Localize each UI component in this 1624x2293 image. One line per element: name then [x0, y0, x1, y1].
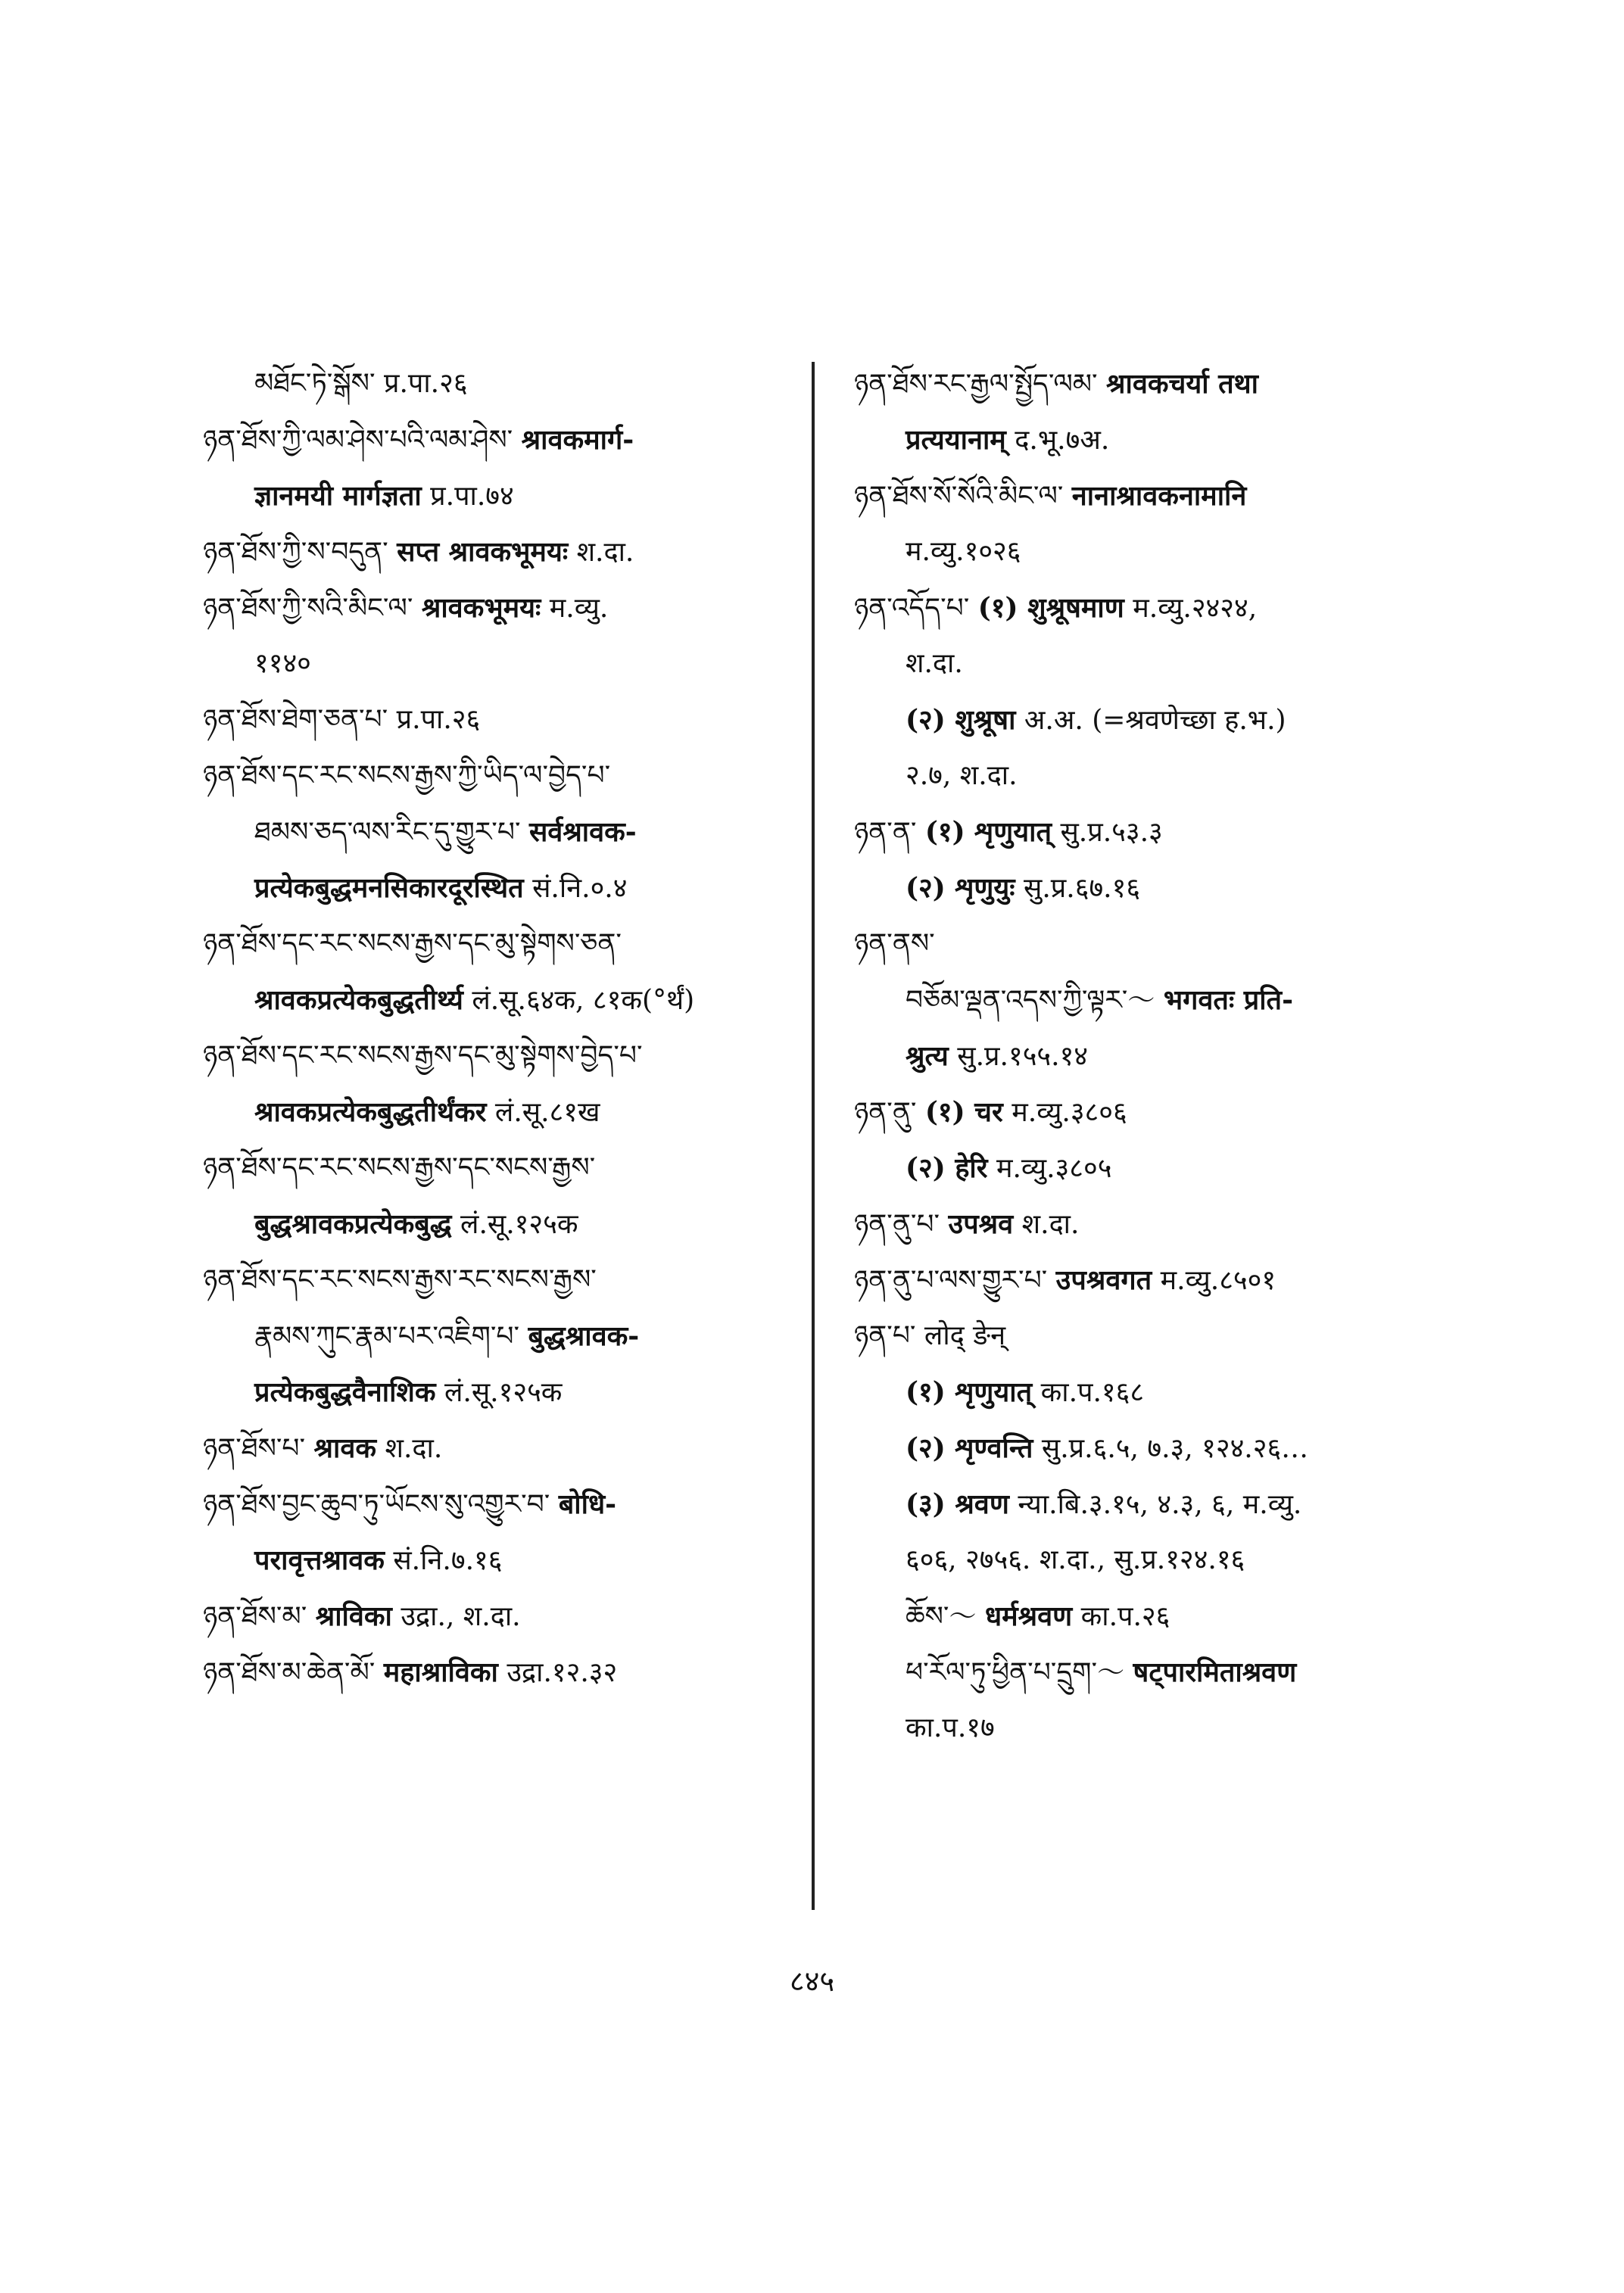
reference: सु.प्र.५३.३ [1060, 817, 1163, 848]
sanskrit-term: (२) शुश्रूषा [906, 704, 1016, 736]
column-divider [812, 362, 815, 1910]
dictionary-entry-line [854, 692, 1460, 748]
reference: लं.सू.८१ख [494, 1097, 600, 1128]
sanskrit-term: उपश्रवगत [1055, 1264, 1152, 1296]
page-number: ८४५ [789, 1964, 835, 1998]
dictionary-entry-line [203, 636, 793, 692]
reference: का.प.२६ [1080, 1601, 1170, 1632]
dictionary-entry-line [854, 412, 1460, 468]
dictionary-entry-line [203, 1588, 793, 1644]
reference: म.व्यु.१०२६ [906, 536, 1021, 567]
reference: का.प.१६८ [1040, 1377, 1145, 1408]
dictionary-entry-line [203, 860, 793, 916]
dictionary-entry-line [203, 356, 793, 412]
sanskrit-term: (१) शृणुयात् [924, 816, 1052, 848]
dictionary-entry-line [203, 748, 793, 804]
reference: उद्रा., श.दा. [401, 1601, 521, 1632]
tibetan-term: ཉན་ཐོས་པ་ [203, 1433, 306, 1464]
dictionary-entry-line [203, 1140, 793, 1196]
dictionary-entry-line [203, 1532, 793, 1588]
tibetan-term: ཉན་ཐོས་མ་ [203, 1601, 307, 1632]
reference: म.व्यु. [549, 593, 609, 624]
reference: अ.अ. (=श्रवणेच्छा ह.भ.) [1024, 705, 1286, 736]
reference: म.व्यु.२४२४, [1133, 593, 1258, 624]
dictionary-entry-line [203, 1028, 793, 1084]
dictionary-entry-line [854, 804, 1460, 860]
sanskrit-term: (१) शृणुयात् [906, 1376, 1033, 1408]
sanskrit-term: उपश्रव [948, 1208, 1014, 1240]
reference: ६०६, २७५६. श.दा., सु.प्र.१२४.१६ [906, 1544, 1245, 1575]
sanskrit-term: श्रावकचर्या तथा [1106, 368, 1258, 400]
sanskrit-term: प्रत्येकबुद्धमनसिकारदूरस्थित [254, 872, 524, 904]
sanskrit-term: नानाश्रावकनामानि [1071, 480, 1247, 512]
reference: सु.प्र.६.५, ७.३, १२४.२६… [1041, 1433, 1309, 1464]
dictionary-entry-line [203, 1420, 793, 1476]
reference: लं.सू.१२५क [444, 1377, 563, 1408]
dictionary-entry-line [203, 972, 793, 1028]
tibetan-term: ཉན་ཐོས་མ་ཆེན་མོ་ [203, 1657, 376, 1688]
dictionary-entry-line [854, 356, 1460, 412]
dictionary-entry-line [854, 860, 1460, 916]
reference: ११४० [254, 648, 311, 679]
dictionary-entry-line [854, 1364, 1460, 1420]
sanskrit-term: प्रत्येकबुद्धवैनाशिक [254, 1376, 436, 1408]
reference: २.७, श.दा. [906, 760, 1018, 791]
reference: लं.सू.१२५क [460, 1209, 578, 1240]
dictionary-entry-line [854, 1476, 1460, 1532]
dictionary-entry-line [854, 580, 1460, 636]
sanskrit-term: भगवतः प्रति- [1163, 984, 1294, 1016]
tibetan-term: ཆོས་～ [906, 1601, 977, 1632]
dictionary-entry-line [203, 524, 793, 580]
reference: प्र.पा.७४ [430, 481, 514, 512]
sanskrit-term: ज्ञानमयी मार्गज्ञता [254, 480, 422, 512]
sanskrit-term: बोधि- [558, 1488, 617, 1520]
tibetan-term: རྣམས་ཀུང་རྣམ་པར་འཇིག་པ་ [254, 1321, 520, 1352]
dictionary-entry-line [854, 916, 1460, 972]
dictionary-entry-line [854, 1028, 1460, 1084]
tibetan-term: ཉན་ཐོས་དང་རང་སངས་རྒྱས་དང་མུ་སྟེགས་བྱེད་པ་ [203, 1040, 643, 1071]
dictionary-entry-line [203, 412, 793, 468]
tibetan-term: ཉན་ཐོས་ཐེག་ཅན་པ་ [203, 704, 388, 735]
dictionary-entry-line [854, 1420, 1460, 1476]
dictionary-entry-line [203, 692, 793, 748]
dictionary-entry-line [203, 1084, 793, 1140]
tibetan-term: ཉན་ཐོས་རང་རྒྱལ་སྤྱོད་ལམ་ [854, 369, 1098, 400]
tibetan-term: ཐམས་ཅད་ལས་རིང་དུ་གྱུར་པ་ [254, 817, 521, 848]
dictionary-entry-line [854, 972, 1460, 1028]
sanskrit-term: सर्वश्रावक- [528, 816, 637, 848]
sanskrit-term: श्रावकप्रत्येकबुद्धतीर्थंकर [254, 1096, 487, 1128]
sanskrit-term: श्रावक [313, 1432, 377, 1464]
tibetan-term: ཉན་ཐོས་སོ་སོའི་མིང་ལ་ [854, 481, 1064, 512]
reference: सु.प्र.६७.१६ [1024, 873, 1141, 904]
dictionary-entry-line [854, 1084, 1460, 1140]
reference: म.व्यु.३८०६ [1011, 1097, 1127, 1128]
reference: न्या.बि.३.१५, ४.३, ६, म.व्यु. [1018, 1489, 1302, 1520]
left-column [203, 356, 793, 1700]
tibetan-term: ཉན་ཐོས་དང་རང་སངས་རྒྱས་རང་སངས་རྒྱས་ [203, 1264, 597, 1295]
reference: श.दा. [576, 537, 634, 568]
dictionary-entry-line [854, 636, 1460, 692]
dictionary-entry-line [203, 580, 793, 636]
sanskrit-term: परावृत्तश्रावक [254, 1544, 385, 1576]
sanskrit-term: श्रावकमार्ग- [521, 424, 634, 456]
tibetan-term: ཉན་ན་ [854, 817, 917, 848]
sanskrit-term: बुद्धश्रावकप्रत्येकबुद्ध [254, 1208, 452, 1240]
dictionary-entry-line [203, 1476, 793, 1532]
tibetan-term: ཉན་ནུ་པ་ [854, 1209, 940, 1240]
reference: म.व्यु.८५०१ [1160, 1265, 1276, 1296]
sanskrit-term: सप्त श्रावकभूमयः [397, 536, 569, 568]
dictionary-entry-line [854, 524, 1460, 580]
tibetan-term: ཕ་རོལ་ཏུ་ཕྱིན་པ་དྲུག་～ [906, 1657, 1125, 1688]
reference: लं.सू.६४क, ८१क(°र्थं) [472, 985, 695, 1016]
dictionary-entry-line [203, 1252, 793, 1308]
dictionary-entry-line [203, 804, 793, 860]
tibetan-term: ཉན་ཐོས་དང་རང་སངས་རྒྱས་དང་མུ་སྟེགས་ཅན་ [203, 928, 622, 959]
reference: प्र.पा.२६ [383, 368, 468, 399]
right-column [854, 356, 1460, 1756]
sanskrit-term: महाश्राविका [383, 1656, 498, 1688]
tibetan-term: ཉན་ནུ་པ་ལས་གྱུར་པ་ [854, 1265, 1048, 1296]
reference: सु.प्र.१५५.१४ [957, 1041, 1089, 1072]
tibetan-term: ཉན་ནུ་ [854, 1097, 917, 1128]
tibetan-term: ཉན་ཐོས་དང་རང་སངས་རྒྱས་དང་སངས་རྒྱས་ [203, 1152, 596, 1183]
dictionary-entry-line [854, 748, 1460, 804]
tibetan-term: ཉན་ཐོས་བྱང་ཆུབ་ཏུ་ཡོངས་སུ་འགྱུར་བ་ [203, 1489, 550, 1520]
dictionary-entry-line [854, 468, 1460, 524]
dictionary-entry-line [203, 468, 793, 524]
sanskrit-term: प्रत्ययानाम् [906, 424, 1006, 456]
tibetan-term: ཉན་ཐོས་ཀྱི་སའི་མིང་ལ་ [203, 593, 413, 624]
sanskrit-term: षट्पारमिताश्रवण [1133, 1656, 1297, 1688]
tibetan-term: ཉན་ཐོས་དང་རང་སངས་རྒྱས་ཀྱི་ཡིད་ལ་བྱེད་པ་ [203, 760, 611, 791]
sanskrit-term: श्रुत्य [906, 1040, 949, 1072]
sanskrit-term: श्राविका [315, 1600, 392, 1632]
reference: सं.नि.७.१६ [393, 1545, 503, 1576]
dictionary-entry-line [854, 1644, 1460, 1700]
tibetan-term: ཉན་འདོད་པ་ [854, 593, 970, 624]
dictionary-entry-line [854, 1140, 1460, 1196]
sanskrit-term: (२) हेरि [906, 1152, 988, 1184]
reference: लोद् ङेन् [924, 1320, 1006, 1351]
dictionary-entry-line [854, 1196, 1460, 1252]
sanskrit-term: (१) शुश्रूषमाण [977, 592, 1124, 624]
sanskrit-term: श्रावकप्रत्येकबुद्धतीर्थ्य [254, 984, 463, 1016]
sanskrit-term: श्रावकभूमयः [421, 592, 541, 624]
sanskrit-term: (१) चर [924, 1096, 1003, 1128]
sanskrit-term: बुद्धश्रावक- [528, 1320, 640, 1352]
sanskrit-term: (२) शृणुयुः [906, 872, 1015, 904]
dictionary-entry-line [854, 1252, 1460, 1308]
reference: श.दा. [906, 648, 963, 679]
dictionary-entry-line [203, 1196, 793, 1252]
sanskrit-term: (२) शृण्वन्ति [906, 1432, 1033, 1464]
dictionary-entry-line [854, 1588, 1460, 1644]
reference: द.भू.७अ. [1015, 425, 1110, 456]
dictionary-entry-line [203, 1308, 793, 1364]
tibetan-term: མཐོང་ཏེ་སྒོས་ [254, 368, 376, 399]
tibetan-term: ཉན་ནས་ [854, 928, 935, 959]
dictionary-entry-line [854, 1308, 1460, 1364]
reference: श.दा. [385, 1433, 443, 1464]
dictionary-entry-line [854, 1700, 1460, 1756]
tibetan-term: བཅོམ་ལྡན་འདས་ཀྱི་ལྟར་～ [906, 985, 1155, 1016]
dictionary-entry-line [203, 1644, 793, 1700]
reference: सं.नि.०.४ [532, 873, 628, 904]
dictionary-entry-line [854, 1532, 1460, 1588]
sanskrit-term: धर्मश्रवण [984, 1600, 1073, 1632]
reference: श.दा. [1021, 1209, 1080, 1240]
tibetan-term: ཉན་ཐོས་ཀྱི་ལམ་ཤེས་པའི་ལམ་ཤེས་ [203, 425, 513, 456]
reference: म.व्यु.३८०५ [996, 1153, 1112, 1184]
reference: उद्रा.१२.३२ [507, 1657, 618, 1688]
reference: का.प.१७ [906, 1712, 995, 1743]
dictionary-entry-line [203, 916, 793, 972]
dictionary-entry-line [203, 1364, 793, 1420]
tibetan-term: ཉན་པ་ [854, 1320, 916, 1351]
tibetan-term: ཉན་ཐོས་ཀྱི་ས་བདུན་ [203, 537, 388, 568]
reference: प्र.पा.२६ [396, 704, 481, 735]
sanskrit-term: (३) श्रवण [906, 1488, 1009, 1520]
